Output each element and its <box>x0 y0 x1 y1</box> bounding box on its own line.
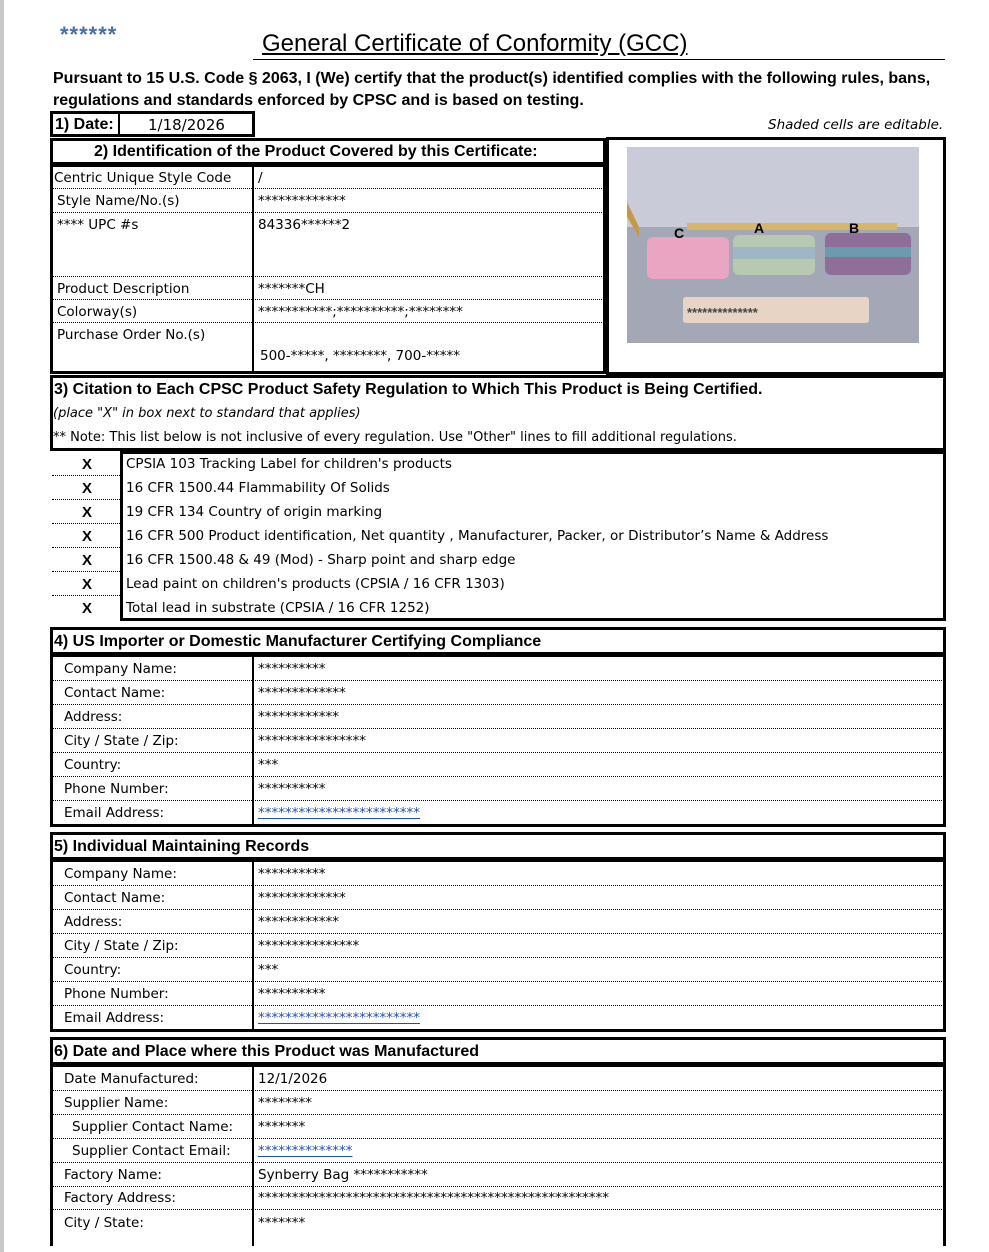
section-4-title: 4) US Importer or Domestic Manufacturer Certifying Compliance <box>54 633 542 650</box>
records-contact-field[interactable]: ************* <box>258 890 346 906</box>
factory-city-label: City / State: <box>64 1215 144 1231</box>
importer-address-label: Address: <box>64 709 123 725</box>
importer-city-field[interactable]: **************** <box>258 733 366 749</box>
supplier-name-label: Supplier Name: <box>64 1095 169 1111</box>
supplier-email-label: Supplier Contact Email: <box>72 1143 231 1159</box>
regulation-checkbox[interactable]: X <box>81 552 92 569</box>
supplier-email-link[interactable]: ************** <box>258 1143 353 1159</box>
intro-statement: Pursuant to 15 U.S. Code § 2063, I (We) certify that the product(s) identified complies with the following rules, bans, regulations and standards enforced by CPSC and is based on testing. <box>53 70 931 109</box>
importer-email-link[interactable]: ************************ <box>258 805 420 821</box>
factory-address-label: Factory Address: <box>64 1190 176 1206</box>
importer-contact-field[interactable]: ************* <box>258 685 346 701</box>
regulation-text: Lead paint on children's products (CPSIA / 16 CFR 1303) <box>126 576 505 592</box>
regulation-text: 16 CFR 500 Product identification, Net quantity , Manufacturer, Packer, or Distributor’s Name & Address <box>126 528 829 544</box>
records-company-label: Company Name: <box>64 866 177 882</box>
supplier-contact-field[interactable]: ******* <box>258 1119 306 1135</box>
records-city-field[interactable]: *************** <box>258 938 360 954</box>
section-6-title: 6) Date and Place where this Product was Manufactured <box>54 1043 479 1060</box>
regulation-text: 19 CFR 134 Country of origin marking <box>126 504 383 520</box>
title-rule <box>253 59 945 60</box>
importer-address-field[interactable]: ************ <box>258 709 339 725</box>
regulation-text: CPSIA 103 Tracking Label for children's products <box>126 456 452 472</box>
records-address-label: Address: <box>64 914 123 930</box>
records-company-field[interactable]: ********** <box>258 866 326 882</box>
style-code-field[interactable]: / <box>258 170 263 186</box>
importer-phone-field[interactable]: ********** <box>258 781 326 797</box>
section-3-subtitle: (place "X" in box next to standard that applies) <box>53 406 361 421</box>
regulation-text: 16 CFR 1500.48 & 49 (Mod) - Sharp point and sharp edge <box>126 552 516 568</box>
records-city-label: City / State / Zip: <box>64 938 179 954</box>
records-phone-field[interactable]: ********** <box>258 986 326 1002</box>
colorway-label: Colorway(s) <box>57 304 138 320</box>
date-field[interactable]: 1/18/2026 <box>148 116 225 134</box>
style-code-label: Centric Unique Style Code <box>54 170 232 186</box>
factory-name-field[interactable]: Synberry Bag *********** <box>258 1167 428 1183</box>
upc-label: **** UPC #s <box>57 217 139 233</box>
section-2-title: 2) Identification of the Product Covered by this Certificate: <box>94 143 538 160</box>
regulation-checkbox[interactable]: X <box>81 576 92 593</box>
regulation-checkbox[interactable]: X <box>81 600 92 617</box>
importer-country-field[interactable]: *** <box>258 757 279 773</box>
records-country-label: Country: <box>64 962 122 978</box>
importer-phone-label: Phone Number: <box>64 781 169 797</box>
section-3-title: 3) Citation to Each CPSC Product Safety Regulation to Which This Product is Being Certified. <box>54 381 763 398</box>
regulation-text: Total lead in substrate (CPSIA / 16 CFR 1252) <box>126 600 430 616</box>
product-photo-art <box>627 147 919 343</box>
records-phone-label: Phone Number: <box>64 986 169 1002</box>
upc-field[interactable]: 84336******2 <box>258 217 351 233</box>
description-field[interactable]: *******CH <box>258 281 325 297</box>
page-title: General Certificate of Conformity (GCC) <box>262 30 688 57</box>
importer-company-field[interactable]: ********** <box>258 661 326 677</box>
regulation-checkbox[interactable]: X <box>81 456 92 473</box>
regulation-checkbox[interactable]: X <box>81 504 92 521</box>
colorway-field[interactable]: ***********;**********;******** <box>258 304 463 320</box>
editable-note: Shaded cells are editable. <box>768 117 944 133</box>
photo-label-a: A <box>754 220 765 236</box>
factory-city-field[interactable]: ******* <box>258 1215 306 1231</box>
section-5-title: 5) Individual Maintaining Records <box>54 838 310 855</box>
section-3-note: ** Note: This list below is not inclusive of every regulation. Use "Other" lines to fill additional regulations. <box>53 430 737 445</box>
records-email-label: Email Address: <box>64 1010 165 1026</box>
regulation-text: 16 CFR 1500.44 Flammability Of Solids <box>126 480 390 496</box>
supplier-name-field[interactable]: ******** <box>258 1095 312 1111</box>
records-email-link[interactable]: ************************ <box>258 1010 420 1026</box>
description-label: Product Description <box>57 281 190 297</box>
records-country-field[interactable]: *** <box>258 962 279 978</box>
date-manufactured-label: Date Manufactured: <box>64 1071 199 1087</box>
po-field[interactable]: 500-*****, ********, 700-***** <box>260 348 460 364</box>
photo-label-b: B <box>849 220 860 236</box>
factory-name-label: Factory Name: <box>64 1167 162 1183</box>
style-name-field[interactable]: ************* <box>258 193 346 209</box>
po-label: Purchase Order No.(s) <box>57 327 206 343</box>
product-photo <box>627 147 919 343</box>
records-address-field[interactable]: ************ <box>258 914 339 930</box>
factory-address-field[interactable]: **************************************************** <box>258 1190 609 1206</box>
importer-country-label: Country: <box>64 757 122 773</box>
window-edge <box>0 0 4 1252</box>
importer-company-label: Company Name: <box>64 661 177 677</box>
importer-email-label: Email Address: <box>64 805 165 821</box>
photo-tag-text: ************** <box>687 305 758 320</box>
records-contact-label: Contact Name: <box>64 890 166 906</box>
importer-city-label: City / State / Zip: <box>64 733 179 749</box>
date-label: 1) Date: <box>55 116 114 133</box>
regulation-checkbox[interactable]: X <box>81 528 92 545</box>
supplier-contact-label: Supplier Contact Name: <box>72 1119 234 1135</box>
photo-label-c: C <box>674 225 685 241</box>
style-name-label: Style Name/No.(s) <box>57 193 180 209</box>
regulation-checkbox[interactable]: X <box>81 480 92 497</box>
company-logo: ****** <box>60 22 118 47</box>
date-manufactured-field[interactable]: 12/1/2026 <box>258 1071 328 1087</box>
importer-contact-label: Contact Name: <box>64 685 166 701</box>
